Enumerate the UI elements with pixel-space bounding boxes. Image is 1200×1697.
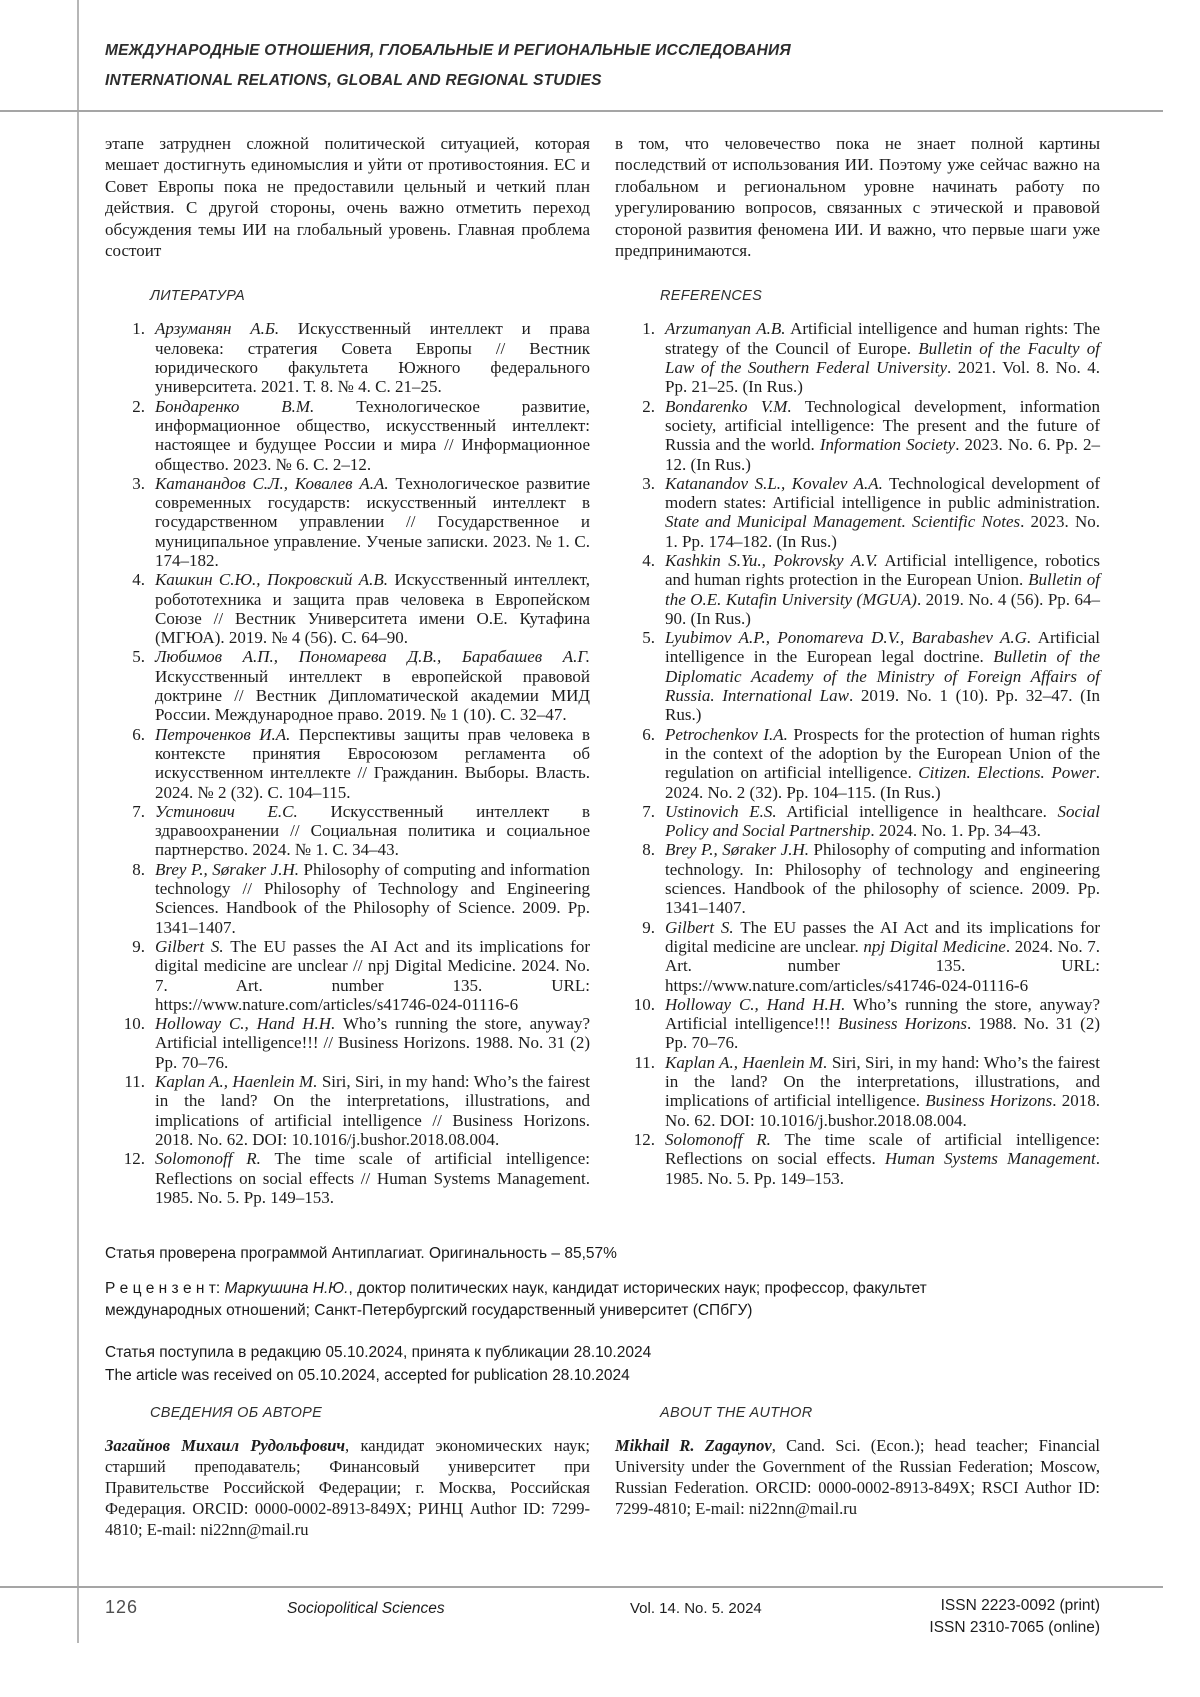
- text-segment: , Cand. Sci. (Econ.); head teacher; Financial University under the Government of the Russian Federation; Moscow, Russian Federation. ORCID: 0000-0002-8913-849X; RSCI Author ID: 7299-4810; E-mail: ni22nn@mail.ru: [615, 1436, 1100, 1518]
- running-head: [105, 36, 791, 96]
- text-segment: Катанандов С.Л., Ковалев А.А.: [155, 473, 389, 493]
- text-segment: . 2023. No. 6. Pp. 2–12. (In Rus.): [665, 435, 1100, 474]
- text-segment: Who’s running the store, anyway? Artificial intelligence!!! // Business Horizons. 1988. No. 31 (2) Pp. 70–76.: [155, 1014, 590, 1072]
- volume-info: Vol. 14. No. 5. 2024: [630, 1600, 762, 1617]
- reference-number: 2.: [132, 396, 145, 416]
- text-segment: Загайнов Михаил Рудольфович: [105, 1436, 346, 1455]
- text-segment: Social Policy and Social Partnership: [665, 801, 1100, 841]
- reference-item: [105, 647, 590, 724]
- text-segment: Artificial intelligence in healthcare.: [776, 801, 1058, 821]
- reference-item: [105, 1072, 590, 1149]
- text-segment: Kaplan A., Haenlein M.: [155, 1072, 318, 1092]
- text-segment: Prospects for the protection of human rights in the context of the adoption by the European Union of the regulation on artificial intelligence.: [665, 724, 1100, 783]
- text-segment: Technological development, information society, artificial intelligence: The present and the future of Russia and the world.: [665, 396, 1100, 455]
- reference-item: [615, 474, 1100, 551]
- reference-number: 1.: [642, 319, 655, 339]
- about-author-ru: [105, 1405, 590, 1540]
- text-segment: State and Municipal Management. Scientific Notes: [665, 512, 1021, 532]
- reference-number: 5.: [642, 628, 655, 648]
- text-segment: Siri, Siri, in my hand: Who’s the fairest in the land? On the interpretations, illustrations, and implications of artificial intelligence // Business Horizons. 2018. No. 62. DOI: 10.1016/j.bushor.2018.08.004.: [155, 1072, 590, 1149]
- reference-columns: [105, 133, 1100, 1233]
- reference-item: [615, 628, 1100, 724]
- reference-item: [105, 937, 590, 1014]
- received-note: [105, 1342, 1100, 1387]
- text-segment: Маркушина Н.Ю.: [224, 1280, 349, 1297]
- reference-number: 10.: [633, 994, 655, 1014]
- text-segment: Brey P., Søraker J.H.: [665, 840, 809, 860]
- text-segment: Artificial intelligence in the European legal doctrine.: [665, 628, 1100, 667]
- text-segment: Philosophy of computing and information technology. In: Philosophy of technology and engineering sciences. Handbook of the philosophy of science. 2009. Pp. 1341–1407.: [665, 840, 1100, 918]
- reference-item: [105, 474, 590, 570]
- text-segment: Искусственный интеллект, робототехника и защита прав человека в Европейском Союзе // Вестник Университета имени О.Е. Кутафина (МГЮА). 2019. № 4 (56). С. 64–90.: [155, 570, 590, 648]
- reference-number: 3.: [132, 473, 145, 493]
- reference-number: 1.: [132, 319, 145, 339]
- text-segment: Brey P., Søraker J.H.: [155, 859, 299, 879]
- text-segment: Бондаренко В.М.: [155, 396, 315, 416]
- article-paragraph-right: в том, что человечество пока не знает полной картины последствий от использования ИИ. Поэтому уже сейчас важно на глобальном и региональном уровне начинать работу по урегулированию вопросов, связанных с этической и правовой стороной развития феномена ИИ. И важно, что первые шаги уже предпринимаются.: [615, 134, 1100, 261]
- reference-number: 6.: [642, 724, 655, 744]
- text-segment: . 1985. No. 5. Pp. 149–153.: [665, 1149, 1100, 1188]
- text-segment: Katanandov S.L., Kovalev A.A.: [665, 473, 883, 493]
- text-segment: Artificial intelligence and human rights: The strategy of the Council of Europe.: [665, 319, 1100, 358]
- text-segment: Gilbert S.: [665, 917, 734, 937]
- text-segment: Business Horizons: [925, 1091, 1053, 1111]
- reference-item: [615, 802, 1100, 841]
- reference-number: 11.: [634, 1052, 655, 1072]
- about-author-heading-ru: СВЕДЕНИЯ ОБ АВТОРЕ: [150, 1405, 323, 1421]
- text-segment: Устинович Е.С.: [155, 801, 298, 821]
- text-segment: Mikhail R. Zagaynov: [615, 1436, 772, 1455]
- text-segment: . 1988. No. 31 (2) Pp. 70–76.: [665, 1014, 1100, 1053]
- references-heading: REFERENCES: [660, 288, 763, 305]
- text-segment: npj Digital Medicine: [863, 936, 1006, 956]
- running-head-title-ru: МЕЖДУНАРОДНЫЕ ОТНОШЕНИЯ, ГЛОБАЛЬНЫЕ И РЕГИОНАЛЬНЫЕ ИССЛЕДОВАНИЯ: [105, 42, 791, 59]
- text-segment: . 2021. Vol. 8. No. 4. Pp. 21–25. (In Rus.): [665, 358, 1100, 397]
- reference-item: [615, 1130, 1100, 1188]
- reference-number: 12.: [123, 1149, 145, 1169]
- received-note-ru: Статья поступила в редакцию 05.10.2024, принята к публикации 28.10.2024: [105, 1344, 652, 1361]
- text-segment: Siri, Siri, in my hand: Who’s the fairest in the land? On the interpretations, illustrations, and implications of artificial intelligence.: [665, 1052, 1100, 1111]
- text-segment: . 2023. No. 1. Pp. 174–182. (In Rus.): [665, 512, 1100, 551]
- reference-item: [105, 397, 590, 474]
- reference-item: [615, 319, 1100, 396]
- text-segment: Holloway C., Hand H.H.: [155, 1014, 336, 1034]
- text-segment: . 2024. No. 2 (32). Pp. 104–115. (In Rus.): [665, 763, 1100, 802]
- issn-print: ISSN 2223-0092 (print): [940, 1597, 1100, 1614]
- reference-number: 2.: [642, 396, 655, 416]
- text-segment: The time scale of artificial intelligence: Reflections on social effects // Human Systems Management. 1985. No. 5. Pp. 149–153.: [155, 1149, 590, 1207]
- text-segment: . 2018. No. 62. DOI: 10.1016/j.bushor.2018.08.004.: [665, 1091, 1100, 1130]
- about-author-en: [615, 1405, 1100, 1540]
- reference-number: 6.: [132, 724, 145, 744]
- reference-number: 12.: [633, 1129, 655, 1149]
- issn-online: ISSN 2310-7065 (online): [929, 1619, 1100, 1636]
- text-segment: . 2019. No. 4 (56). Pp. 64–90. (In Rus.): [665, 589, 1100, 628]
- left-column: [105, 133, 590, 1207]
- reference-item: [615, 725, 1100, 802]
- about-author-text-en: [615, 1435, 1100, 1519]
- text-segment: Петроченков И.А.: [155, 724, 291, 744]
- text-segment: Технологическое развитие современных государств: искусственный интеллект в государственном управлении // Государственное и муниципальное управление. Ученые записки. 2023. № 1. С. 174–182.: [155, 473, 591, 570]
- text-segment: Technological development of modern states: Artificial intelligence in public administration.: [665, 473, 1100, 513]
- text-segment: . 2024. No. 1. Pp. 34–43.: [870, 821, 1041, 841]
- right-column: [615, 133, 1100, 1188]
- text-segment: Human Systems Management: [884, 1149, 1096, 1169]
- antiplagiat-note: Статья проверена программой Антиплагиат. Оригинальность – 85,57%: [105, 1245, 617, 1262]
- reference-number: 10.: [123, 1014, 145, 1034]
- reference-item: [105, 570, 590, 647]
- text-segment: Bulletin of the O.E. Kutafin University (MGUA): [665, 570, 1101, 609]
- issn-block: [929, 1595, 1100, 1639]
- text-segment: . 2024. No. 7. Art. number 135. URL: https://www.nature.com/articles/s41746-024-01116-6: [665, 936, 1101, 995]
- text-segment: Petrochenkov I.A.: [665, 724, 788, 744]
- text-segment: Arzumanyan A.B.: [665, 319, 786, 339]
- reviewer-note: [105, 1278, 1015, 1322]
- reference-number: 9.: [642, 917, 655, 937]
- text-segment: Технологическое развитие, информационное общество, искусственный интеллект: настоящее и будущее России и мира // Информационное общество. 2023. № 6. С. 2–12.: [155, 396, 591, 474]
- text-segment: Citizen. Elections. Power: [918, 763, 1096, 783]
- text-segment: The EU passes the AI Act and its implications for digital medicine are unclear.: [665, 917, 1100, 956]
- text-segment: Information Society: [819, 435, 956, 455]
- reference-item: [105, 1014, 590, 1072]
- page-body: [105, 133, 1100, 1540]
- reference-item: [615, 551, 1100, 628]
- text-segment: Holloway C., Hand H.H.: [665, 994, 846, 1014]
- reference-number: 5.: [132, 647, 145, 667]
- reference-item: [105, 860, 590, 937]
- about-author-text-ru: [105, 1435, 590, 1540]
- text-segment: Bulletin of the Faculty of Law of the Southern Federal University: [665, 338, 1100, 378]
- page-number: 126: [105, 1597, 139, 1617]
- text-segment: The time scale of artificial intelligence: Reflections on social effects.: [665, 1129, 1100, 1169]
- text-segment: . 2019. No. 1 (10). Pp. 32–47. (In Rus.): [665, 686, 1100, 725]
- text-segment: Ustinovich E.S.: [665, 801, 777, 821]
- reference-item: [615, 397, 1100, 474]
- footer-divider: [0, 1586, 1163, 1588]
- text-segment: Solomonoff R.: [155, 1149, 261, 1169]
- text-segment: Kashkin S.Yu., Pokrovsky A.V.: [665, 551, 878, 570]
- reference-item: [105, 319, 590, 396]
- text-segment: Перспективы защиты прав человека в контексте принятия Евросоюзом регламента об искусственном интеллекте // Гражданин. Выборы. Власть. 2024. № 2 (32). С. 104–115.: [155, 724, 590, 802]
- reference-number: 8.: [642, 840, 655, 860]
- text-segment: The EU passes the AI Act and its implications for digital medicine are unclear // npj Digital Medicine. 2024. No. 7. Art. number 135. URL: https://www.nature.com/articles/s41746-024-01116-6: [155, 936, 590, 1014]
- reference-number: 8.: [132, 859, 145, 879]
- text-segment: Кашкин С.Ю., Покровский А.В.: [155, 570, 389, 590]
- reference-number: 4.: [132, 570, 145, 590]
- reference-item: [615, 1053, 1100, 1130]
- reference-number: 4.: [642, 551, 655, 570]
- text-segment: , доктор политических наук, кандидат исторических наук; профессор, факультет международных отношений; Санкт-Петербургский государственный университет (СПбГУ): [105, 1280, 927, 1319]
- text-segment: Artificial intelligence, robotics and human rights protection in the European Union.: [665, 551, 1100, 590]
- header-divider: [0, 110, 1163, 112]
- running-head-title-en: INTERNATIONAL RELATIONS, GLOBAL AND REGIONAL STUDIES: [105, 72, 602, 89]
- text-segment: Lyubimov A.P., Ponomareva D.V., Barabashev A.G.: [665, 628, 1032, 648]
- text-segment: Искусственный интеллект и права человека: стратегия Совета Европы // Вестник юридического факультета Южного федерального университета. 2021. Т. 8. № 4. С. 21–25.: [155, 319, 590, 397]
- received-note-en: The article was received on 05.10.2024, accepted for publication 28.10.2024: [105, 1366, 630, 1384]
- text-segment: Who’s running the store, anyway? Artificial intelligence!!!: [665, 994, 1100, 1034]
- text-segment: Арзуманян А.Б.: [155, 319, 280, 339]
- reference-item: [615, 918, 1100, 995]
- text-segment: Kaplan A., Haenlein M.: [665, 1052, 828, 1072]
- reference-item: [105, 802, 590, 860]
- article-paragraph-left: этапе затруднен сложной политической ситуацией, которая мешает достигнуть единомыслия и уйти от противостояния. ЕС и Совет Европы пока не предоставили цельный и четкий план действия. С другой стороны, очень важно отметить переход обсуждения темы ИИ на глобальный уровень. Главная проблема состоит: [105, 134, 590, 261]
- reference-number: 11.: [124, 1072, 145, 1092]
- reference-item: [105, 1149, 590, 1207]
- reference-number: 9.: [132, 936, 145, 956]
- text-segment: Solomonoff R.: [665, 1129, 771, 1149]
- reference-item: [615, 840, 1100, 917]
- editorial-notes: [105, 1245, 1100, 1387]
- left-margin-rule: [77, 0, 79, 1643]
- reference-number: 7.: [642, 801, 655, 821]
- text-segment: Bondarenko V.M.: [665, 396, 792, 416]
- references-list: [615, 319, 1100, 1187]
- text-segment: , кандидат экономических наук; старший преподаватель; Финансовый университет при Правительстве Российской Федерации; г. Москва, Российская Федерация. ORCID: 0000-0002-8913-849X; РИНЦ Author ID: 7299-4810; E-mail: ni22nn@mail.ru: [105, 1436, 590, 1539]
- text-segment: Искусственный интеллект в здравоохранении // Социальная политика и социальное партнерство. 2024. № 1. С. 34–43.: [155, 801, 590, 860]
- text-segment: Bulletin of the Diplomatic Academy of the Ministry of Foreign Affairs of Russia. International Law: [665, 647, 1100, 706]
- journal-title: Sociopolitical Sciences: [287, 1600, 445, 1617]
- text-segment: Р е ц е н з е н т:: [105, 1280, 225, 1297]
- reference-item: [105, 725, 590, 802]
- reference-number: 3.: [642, 473, 655, 493]
- literatura-heading: ЛИТЕРАТУРА: [150, 288, 245, 305]
- text-segment: Philosophy of computing and information technology // Philosophy of Technology and Engineering Sciences. Handbook of the Philosophy of Science. 2009. Pp. 1341–1407.: [155, 859, 590, 937]
- text-segment: Business Horizons: [837, 1014, 967, 1034]
- text-segment: Gilbert S.: [155, 936, 224, 956]
- text-segment: Любимов А.П., Пономарева Д.В., Барабашев А.Г.: [155, 647, 590, 667]
- reference-item: [615, 995, 1100, 1053]
- literatura-list: [105, 319, 590, 1207]
- about-author-section: [105, 1405, 1100, 1540]
- text-segment: Искусственный интеллект в европейской правовой доктрине // Вестник Дипломатической академии МИД России. Международное право. 2019. № 1 (10). С. 32–47.: [155, 666, 590, 725]
- about-author-heading-en: ABOUT THE AUTHOR: [660, 1405, 813, 1421]
- reference-number: 7.: [132, 801, 145, 821]
